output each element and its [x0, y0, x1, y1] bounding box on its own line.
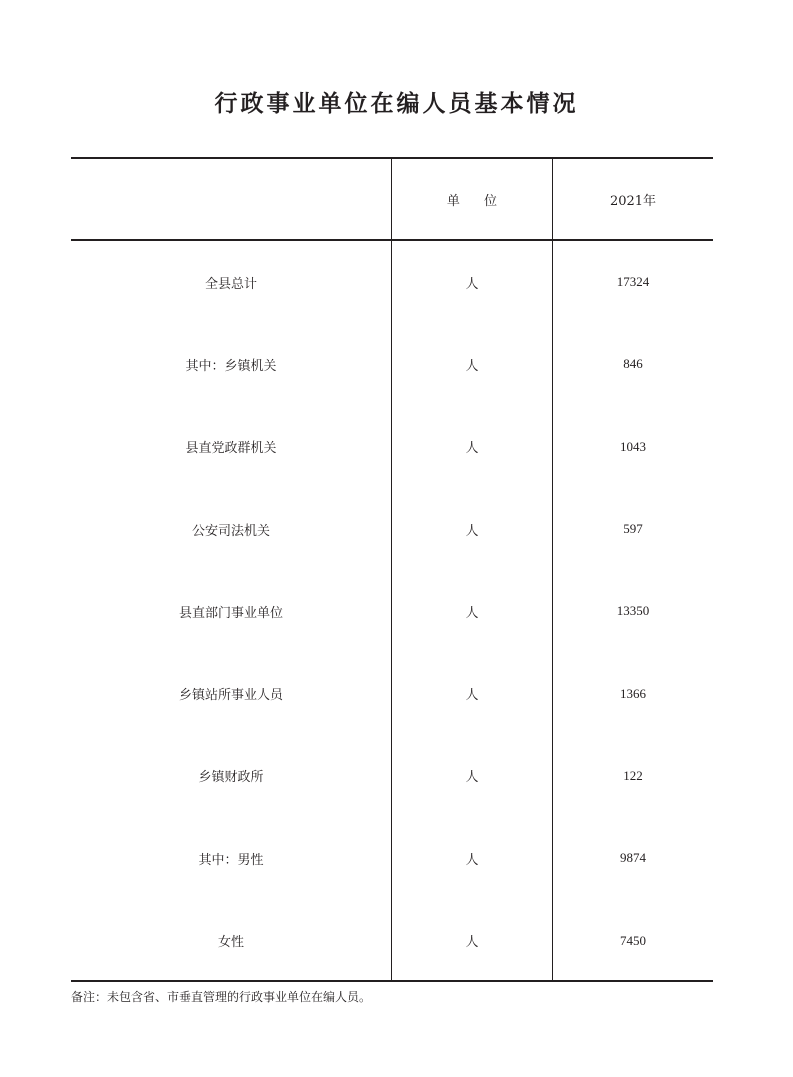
row-value: 13350: [616, 603, 650, 619]
row-name: 公安司法机关: [191, 523, 270, 539]
table-body: [71, 241, 713, 982]
row-unit: 人: [465, 276, 479, 292]
table-row: [71, 899, 713, 981]
row-unit: 人: [465, 935, 479, 951]
row-name: 其中：男性: [198, 852, 264, 868]
page-title: 行政事业单位在编人员基本情况: [214, 90, 579, 117]
table-row: [71, 488, 713, 570]
table-row: [71, 241, 713, 323]
row-value: 17324: [616, 274, 650, 290]
row-value: 846: [623, 356, 643, 372]
row-name: 乡镇站所事业人员: [178, 688, 283, 704]
header-unit: 单 位: [446, 193, 508, 209]
row-value: 1366: [620, 685, 646, 701]
table-row: [71, 323, 713, 405]
row-value: 122: [623, 767, 643, 783]
row-name: 县直党政群机关: [185, 441, 277, 457]
row-unit: 人: [465, 688, 479, 704]
table-row: [71, 817, 713, 899]
table-row: [71, 652, 713, 734]
row-name: 全县总计: [204, 276, 257, 292]
row-unit: 人: [465, 605, 479, 621]
row-name: 乡镇财政所: [198, 770, 264, 786]
row-unit: 人: [465, 852, 479, 868]
row-value: 1043: [620, 438, 646, 454]
row-value: 597: [623, 521, 643, 537]
table-row: [71, 735, 713, 817]
row-unit: 人: [465, 770, 479, 786]
row-value: 7450: [620, 932, 646, 948]
row-name: 女性: [217, 935, 244, 951]
staff-table: [71, 157, 713, 983]
row-unit: 人: [465, 358, 479, 374]
row-value: 9874: [620, 850, 646, 866]
row-unit: 人: [465, 523, 479, 539]
table-row: [71, 570, 713, 652]
table-row: [71, 406, 713, 488]
row-name: 其中：乡镇机关: [185, 358, 277, 374]
row-unit: 人: [465, 441, 479, 457]
row-name: 县直部门事业单位: [178, 605, 283, 621]
header-year: 2021年: [609, 193, 657, 209]
table-footnote: 备注：未包含省、市垂直管理的行政事业单位在编人员。: [71, 990, 372, 1004]
